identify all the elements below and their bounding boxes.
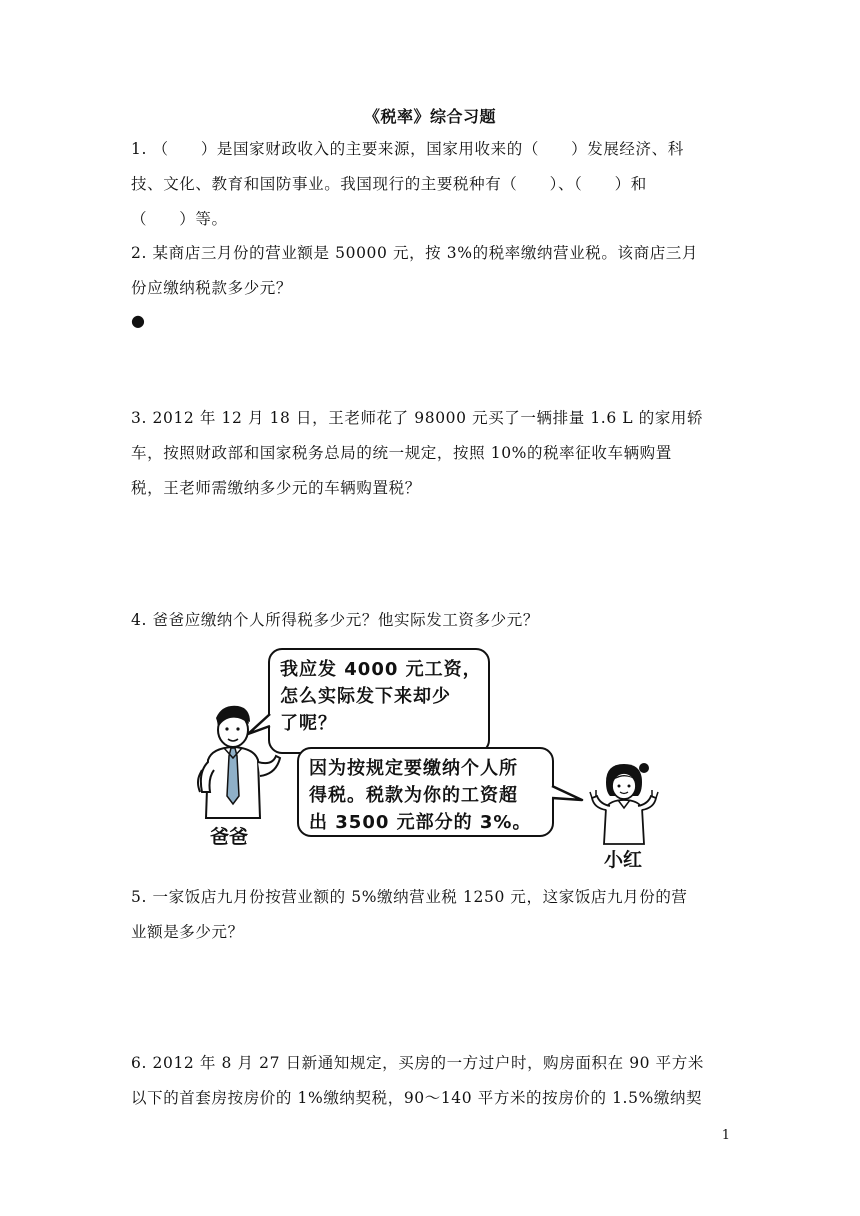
question-6-line-1: 6. 2012 年 8 月 27 日新通知规定，买房的一方过户时，购房面积在 90 平方米 [131, 1054, 704, 1072]
question-1 [131, 132, 731, 237]
question-2-line-2: 份应缴纳税款多少元？ [131, 279, 293, 297]
page-title: 《税率》综合习题 [363, 107, 496, 126]
page-number: 1 [721, 1128, 730, 1143]
question-4-line-1: 4. 爸爸应缴纳个人所得税多少元？他实际发工资多少元？ [131, 611, 539, 629]
question-2 [131, 236, 731, 306]
question-3-line-1: 3. 2012 年 12 月 18 日，王老师花了 98000 元买了一辆排量 1.6 L 的家用轿 [131, 409, 704, 427]
dad-label: 爸爸 [210, 826, 249, 848]
girl-speech-line-3: 出 3500 元部分的 3%。 [309, 812, 532, 833]
question-5-line-1: 5. 一家饭店九月份按营业额的 5%缴纳营业税 1250 元，这家饭店九月份的营 [131, 888, 688, 906]
dad-speech-line-1: 我应发 4000 元工资， [280, 659, 482, 680]
girl-label: 小红 [604, 849, 643, 871]
question-5 [131, 880, 731, 950]
question-6-line-2: 以下的首套房按房价的 1%缴纳契税，90～140 平方米的按房价的 1.5%缴纳契 [131, 1089, 703, 1107]
question-3-line-3: 税，王老师需缴纳多少元的车辆购置税？ [131, 479, 421, 497]
question-3-line-2: 车，按照财政部和国家税务总局的统一规定，按照 10%的税率征收车辆购置 [131, 444, 672, 462]
question-3 [131, 401, 731, 506]
girl-bubble-tail-icon [550, 782, 584, 810]
dad-bubble-tail-icon [246, 712, 272, 738]
question-4 [131, 603, 731, 638]
girl-speech-line-2: 得税。税款为你的工资超 [309, 785, 518, 806]
girl-speech-line-1: 因为按规定要缴纳个人所 [309, 758, 518, 779]
dad-speech-line-3: 了呢？ [280, 713, 337, 734]
question-1-line-3: （ ）等。 [131, 210, 228, 228]
bullet-mark: ● [131, 311, 145, 330]
question-2-line-1: 2. 某商店三月份的营业额是 50000 元，按 3%的税率缴纳营业税。该商店三月 [131, 244, 698, 262]
dad-speech-line-2: 怎么实际发下来却少 [280, 686, 451, 707]
question-6 [131, 1046, 731, 1116]
girl-figure-icon [584, 758, 664, 846]
question-1-line-1: 1. （ ）是国家财政收入的主要来源，国家用收来的（ ）发展经济、科 [131, 140, 684, 158]
girl-speech-bubble [297, 747, 554, 837]
dad-speech-bubble [268, 648, 490, 754]
question-5-line-2: 业额是多少元？ [131, 923, 244, 941]
question-1-line-2: 技、文化、教育和国防事业。我国现行的主要税种有（ ）、（ ）和 [131, 175, 647, 193]
